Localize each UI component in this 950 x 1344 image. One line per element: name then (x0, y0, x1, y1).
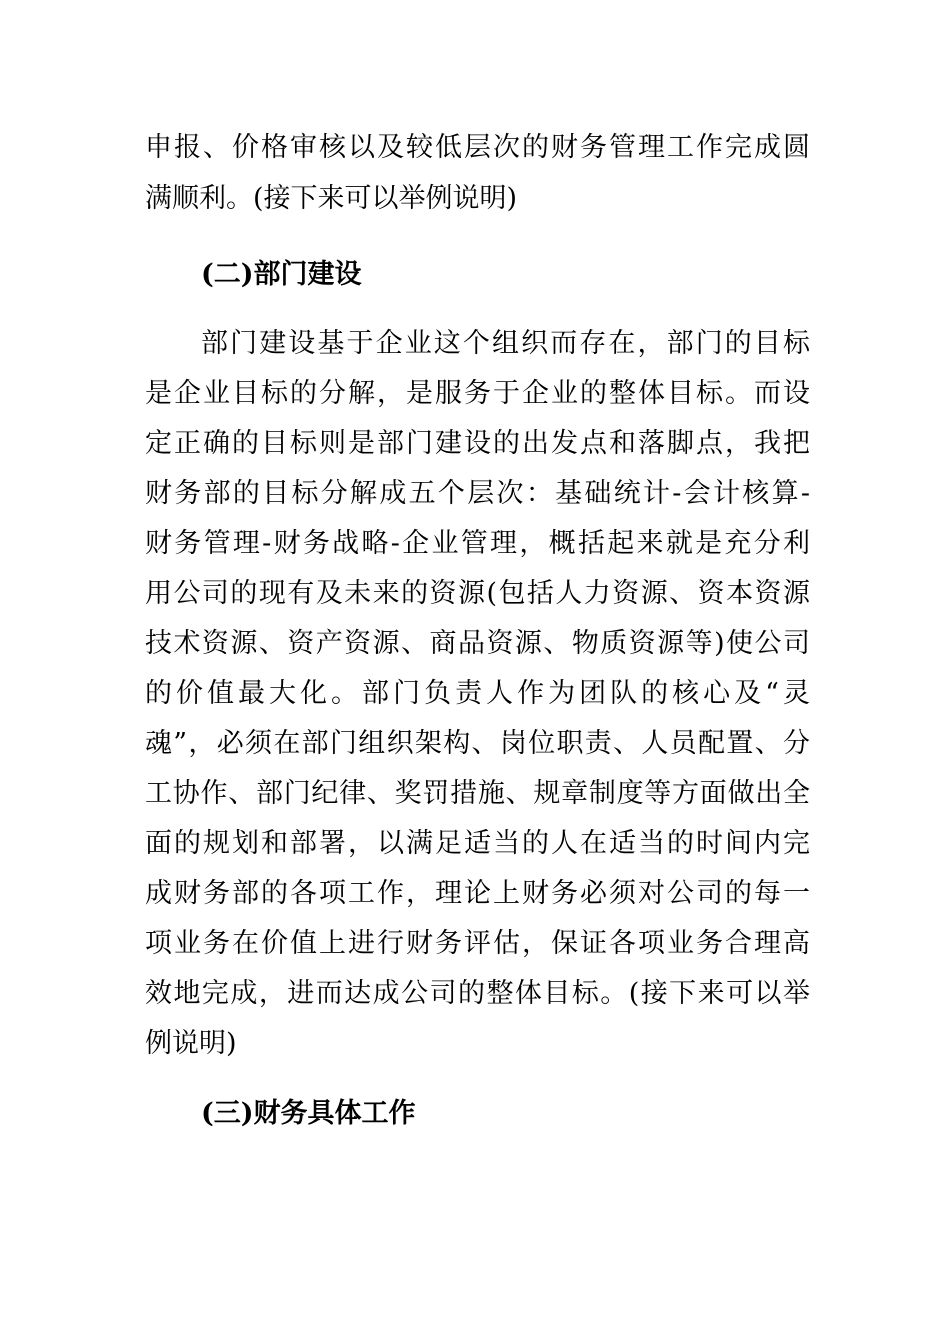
paragraph-line: 魂”，必须在部门组织架构、岗位职责、人员配置、分 (145, 728, 810, 759)
paragraph-line: 成财务部的各项工作，理论上财务必须对公司的每一 (145, 878, 810, 909)
paragraph-line: 部门建设基于企业这个组织而存在，部门的目标 (201, 328, 810, 359)
paragraph-line: 工协作、部门纪律、奖罚措施、规章制度等方面做出全 (145, 778, 810, 809)
paragraph-line: 的价值最大化。部门负责人作为团队的核心及“灵 (145, 678, 810, 709)
paragraph-line: 项业务在价值上进行财务评估，保证各项业务合理高 (145, 928, 810, 959)
paragraph-line: 满顺利。(接下来可以举例说明) (145, 183, 518, 214)
paragraph-line: 定正确的目标则是部门建设的出发点和落脚点，我把 (145, 428, 810, 459)
paragraph-line: 效地完成，进而达成公司的整体目标。(接下来可以举 (145, 978, 810, 1009)
paragraph-line: 面的规划和部署，以满足适当的人在适当的时间内完 (145, 828, 810, 859)
paragraph-line: 技术资源、资产资源、商品资源、物质资源等)使公司 (145, 628, 810, 659)
paragraph-line: 用公司的现有及未来的资源(包括人力资源、资本资源 (145, 578, 810, 609)
paragraph-line: 申报、价格审核以及较低层次的财务管理工作完成圆 (145, 132, 810, 163)
section-heading: (三)财务具体工作 (201, 1098, 416, 1129)
paragraph-line: 财务部的目标分解成五个层次：基础统计-会计核算- (145, 478, 810, 509)
paragraph-line: 是企业目标的分解，是服务于企业的整体目标。而设 (145, 378, 810, 409)
paragraph-line: 例说明) (145, 1028, 237, 1059)
paragraph-line: 财务管理-财务战略-企业管理，概括起来就是充分利 (145, 528, 810, 559)
section-heading: (二)部门建设 (201, 259, 362, 290)
